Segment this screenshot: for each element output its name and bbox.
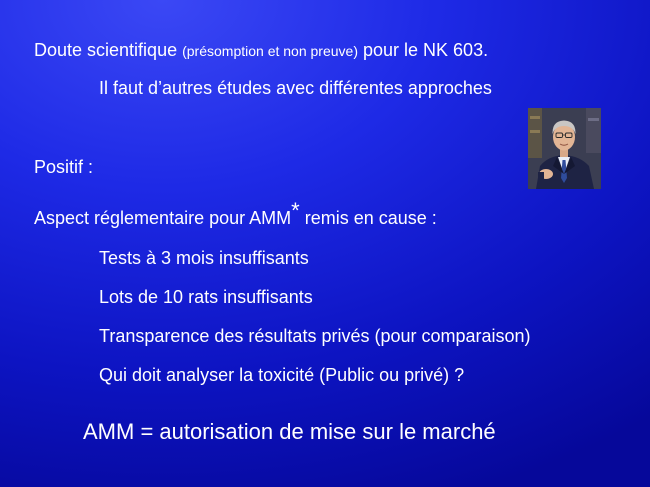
amm-definition: AMM = autorisation de mise sur le marché xyxy=(83,419,496,444)
bullet-item: Tests à 3 mois insuffisants xyxy=(99,248,309,268)
doubt-parenthetical: (présomption et non preuve) xyxy=(182,43,358,59)
doubt-end: pour le NK 603. xyxy=(363,40,489,60)
portrait-photo xyxy=(528,108,601,189)
bullet-item: Qui doit analyser la toxicité (Public ou privé) ? xyxy=(99,365,465,385)
regulatory-line xyxy=(34,198,437,229)
regulatory-text: Aspect réglementaire pour AMM xyxy=(34,208,292,228)
asterisk-mark: * xyxy=(291,198,300,223)
doubt-line xyxy=(34,39,488,62)
man-in-suit-icon xyxy=(528,108,601,189)
doubt-text: Doute scientifique xyxy=(34,40,178,60)
bullet-item: Lots de 10 rats insuffisants xyxy=(99,287,313,307)
regulatory-end: remis en cause : xyxy=(304,208,437,228)
other-studies-line: Il faut d’autres études avec différentes approches xyxy=(99,78,492,98)
bullet-item: Transparence des résultats privés (pour comparaison) xyxy=(99,326,531,346)
positive-heading: Positif : xyxy=(34,157,94,177)
